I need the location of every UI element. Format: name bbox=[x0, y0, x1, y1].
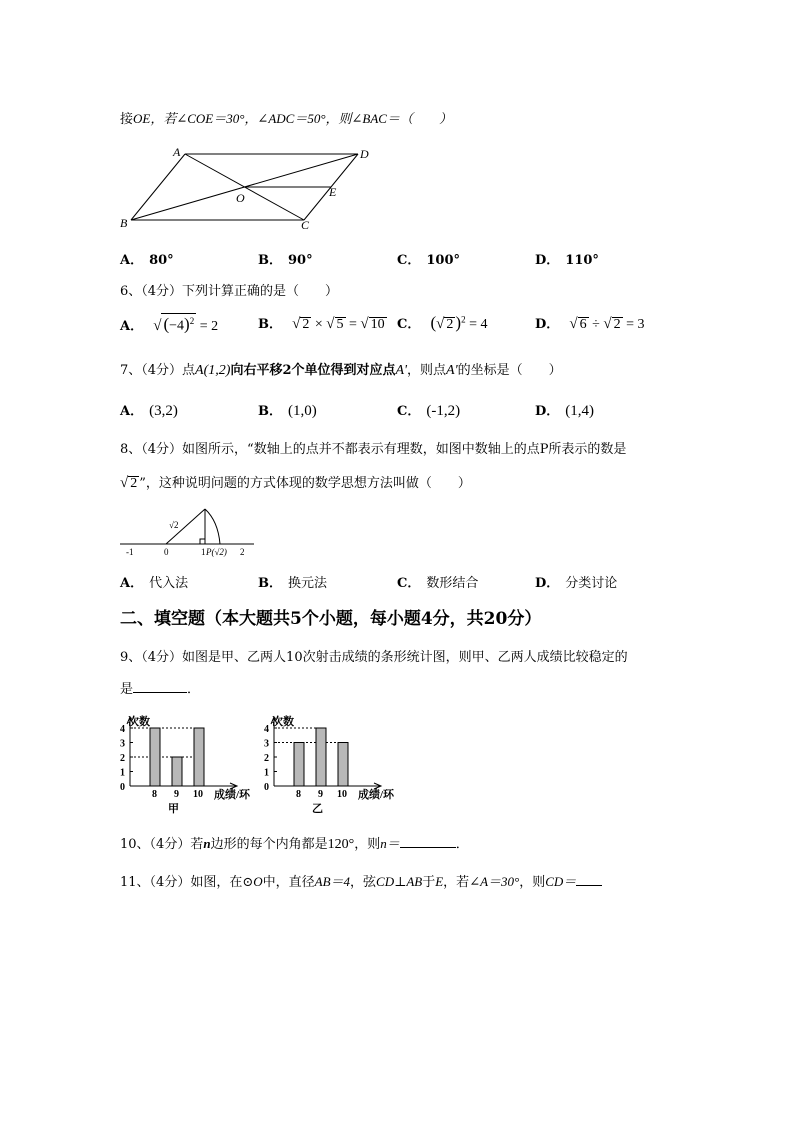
q8-option-d[interactable]: D． 分类讨论 bbox=[535, 576, 618, 591]
x-tick-label: 9 bbox=[318, 789, 323, 800]
q11-stem: 11、（4分）如图，在⊙O中，直径AB＝4，弦CD⊥AB于E，若∠A＝30°，则CD＝ bbox=[120, 871, 602, 890]
bar-10 bbox=[194, 728, 204, 786]
bar-10 bbox=[338, 743, 348, 787]
q8-stem-line2: √ 2 ”，这种说明问题的方式体现的数学思想方法叫做（ ） bbox=[120, 475, 471, 491]
tick-1: 1 bbox=[201, 547, 206, 557]
q6-b-expression: √ 2 × √ 5 = √ 10 bbox=[292, 316, 385, 332]
y-tick-label: 2 bbox=[264, 753, 269, 764]
x-axis-label: 成绩/环 bbox=[214, 789, 251, 801]
tick-2: 2 bbox=[240, 547, 245, 557]
hyp-label: √2 bbox=[169, 520, 179, 530]
q11-answer-blank[interactable] bbox=[576, 873, 602, 886]
label-C: C bbox=[301, 218, 310, 232]
section-title: 二、填空题（本大题共5个小题，每小题4分，共20分） bbox=[120, 609, 542, 629]
q6-option-a[interactable]: A． √ $(-4)^2 = 2$ bbox=[120, 314, 219, 334]
q9-stem-line2: 是 ． bbox=[120, 682, 201, 697]
y-axis-label: 次数 bbox=[272, 716, 294, 728]
label-A: A bbox=[173, 145, 181, 159]
y-tick-label: 1 bbox=[264, 767, 269, 779]
q6-d-expression: √ 6 ÷ √ 2 = 3 bbox=[569, 316, 645, 332]
q7-option-c[interactable]: C． (-1,2) bbox=[397, 403, 461, 419]
chart-caption: 乙 bbox=[312, 803, 323, 815]
q6-option-b[interactable]: B． √ 2 × √ 5 = √ 10 bbox=[258, 316, 385, 332]
q9-stem-line1: 9、（4分）如图是甲、乙两人10次射击成绩的条形统计图，则甲、乙两人成绩比较稳定的 bbox=[120, 650, 628, 665]
q10-stem: 10、（4分）若n边形的每个内角都是120°，则n＝ ． bbox=[120, 836, 469, 852]
q6-option-d[interactable]: D． √ 6 ÷ √ 2 = 3 bbox=[535, 316, 645, 332]
q6-a-expression: √ $(-4)^2 = 2$ bbox=[153, 314, 219, 334]
y-tick-label: 2 bbox=[120, 753, 125, 764]
label-O: O bbox=[236, 191, 245, 205]
x-axis-label: 成绩/环 bbox=[358, 789, 395, 801]
q7-option-a[interactable]: A． (3,2) bbox=[120, 403, 178, 419]
q8-option-a[interactable]: A． 代入法 bbox=[120, 576, 189, 591]
y-tick-label: 0 bbox=[264, 782, 269, 793]
q9-answer-blank[interactable] bbox=[133, 680, 187, 693]
q8-stem-line1: 8、（4分）如图所示，“数轴上的点并不都表示有理数，如图中数轴上的点P所表示的数是 bbox=[120, 442, 627, 457]
bar-9 bbox=[316, 728, 326, 786]
point-p-label: P(√2) bbox=[206, 547, 227, 557]
label-E: E bbox=[329, 185, 337, 199]
x-tick-label: 9 bbox=[174, 789, 179, 800]
q5-option-c[interactable]: C． 100° bbox=[397, 253, 460, 268]
q5-parallelogram-figure bbox=[115, 140, 385, 240]
q5-option-b[interactable]: B． 90° bbox=[258, 253, 313, 268]
label-B: B bbox=[120, 216, 128, 230]
x-tick-label: 8 bbox=[296, 789, 301, 800]
q5-stem: 接OE，若∠COE＝30°，∠ADC＝50°，则∠BAC＝（ ） bbox=[120, 111, 452, 127]
y-tick-label: 3 bbox=[264, 738, 269, 750]
label-D: D bbox=[360, 147, 369, 161]
q7-option-d[interactable]: D． (1,4) bbox=[535, 403, 595, 419]
q6-c-expression: (√ 2 )$^2$ = 4 bbox=[430, 313, 488, 332]
x-tick-label: 10 bbox=[337, 789, 347, 800]
bar-9 bbox=[172, 757, 182, 786]
q6-option-c[interactable]: C． (√ 2 )$^2$ = 4 bbox=[397, 313, 488, 332]
q5-option-a[interactable]: A． 80° bbox=[120, 253, 174, 268]
q6-stem: 6、（4分）下列计算正确的是（ ） bbox=[120, 284, 339, 299]
y-tick-label: 3 bbox=[120, 738, 125, 750]
q8-option-c[interactable]: C． 数形结合 bbox=[397, 576, 479, 591]
q8-number-line-figure bbox=[118, 503, 258, 558]
q7-stem: 7、（4分）点A(1,2)向右平移2个单位得到对应点A'，则点A'的坐标是（ ） bbox=[120, 363, 562, 378]
y-tick-label: 4 bbox=[264, 724, 269, 735]
x-tick-label: 8 bbox=[152, 789, 157, 800]
y-tick-label: 1 bbox=[120, 767, 125, 779]
y-axis-label: 次数 bbox=[128, 716, 150, 728]
chart-yi bbox=[262, 706, 412, 816]
tick-neg1: -1 bbox=[126, 547, 134, 557]
q7-option-b[interactable]: B． (1,0) bbox=[258, 403, 317, 419]
bar-8 bbox=[150, 728, 160, 786]
q8-option-b[interactable]: B． 换元法 bbox=[258, 576, 328, 591]
y-tick-label: 0 bbox=[120, 782, 125, 793]
chart-jia bbox=[118, 706, 268, 816]
q5-option-d[interactable]: D． 110° bbox=[535, 253, 599, 268]
tick-0: 0 bbox=[164, 547, 169, 557]
q10-answer-blank[interactable] bbox=[400, 835, 456, 848]
chart-caption: 甲 bbox=[168, 803, 179, 815]
y-tick-label: 4 bbox=[120, 724, 125, 735]
x-tick-label: 10 bbox=[193, 789, 203, 800]
bar-8 bbox=[294, 743, 304, 787]
